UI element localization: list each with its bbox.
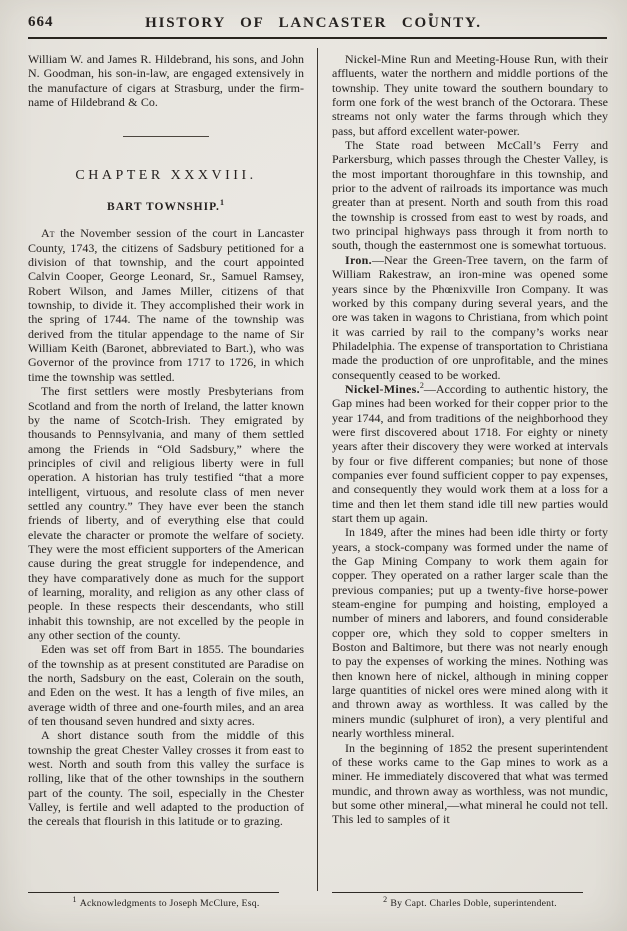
paragraph [28,226,304,384]
footnote-marker: 2 [383,894,388,904]
chapter-heading: CHAPTER XXXVIII. [75,168,257,184]
paragraph: Nickel-Mine Run and Meeting-House Run, with their affluents, water the northern and middle portions of the township. They unite toward the southern boundary to form one fork of the west branch of the Octorara. These streams not only water the farms through which they pass, but afford excellent water-power. [332,52,608,138]
footnote-rule [332,892,583,893]
section-heading-text: BART TOWNSHIP. [107,201,220,214]
paragraph: A short distance south from the middle of this township the great Chester Valley crosses it from east to west. North and south from this valley the surface is rolling, like that of the other townships in the southern part of the county. The soil, especially in the Chester Valley, is fertile and well adapted to the production of the cereals that flourish in this latitude or to grazing. [28,728,304,829]
footnote-right [332,886,608,909]
column-divider-rule [317,48,318,891]
paragraph: The first settlers were mostly Presbyterians from Scotland and from the north of Ireland, the latter known by the name of Scotch-Irish. They emigrated by thousands to Pennsylvania, and many of them settled among the Friends in “Old Sadsbury,” where the principles of civil and religious liberty were in full operation. A historian has truly testified “that a more intelligent, virtuous, and resolute class of men never settled any country.” They have ever been the stanch friends of liberty, and of everything else that could elevate the character or promote the welfare of society. They were the most efficient supporters of the American cause during the great struggle for independence, and they have comparatively done as much for the support of learning, morality, and religion as any other class of people. In these respects their descendants, who still inhabit this township, are not excelled by the people in any other section of the county. [28,384,304,642]
page-number: 664 [28,14,54,30]
footnote-marker: 2 [419,380,424,390]
page-header [0,0,627,32]
footnote-body: By Capt. Charles Doble, superintendent. [390,898,557,909]
bold-lead: Iron. [345,252,372,267]
right-column [332,52,608,909]
footnote-left [28,886,304,909]
paragraph: William W. and James R. Hildebrand, his sons, and John N. Goodman, his son-in-law, are engaged extensively in the manufacture of cigars at Strasburg, under the firm-name of Hildebrand & Co. [28,52,304,110]
paragraph: The State road between McCall’s Ferry and Parkersburg, which passes through the Chester Valley, is the most important thoroughfare in this township, and prior to the advent of railroads its importance was much greater than at present. North and south from this road the township is crossed from east to west by roads, and two principal highways pass through it from north to south, though the easternmost one is somewhat tortuous. [332,138,608,253]
section-heading [28,198,304,214]
text-columns [0,39,627,931]
footnote-body: Acknowledgments to Joseph McClure, Esq. [79,898,260,909]
paragraph: In 1849, after the mines had been idle thirty or forty years, a stock-company was formed under the name of the Gap Mining Company to work them again for copper. They operated on a rather larger scale than the previous companies; put up a twenty-five horse-power steam-engine for pumping and hoisting, employed a number of miners and laborers, and found considerable copper ore, which they sold to copper smelters in Boston and Baltimore, but there was not nearly enough to pay the expenses of working the mines. Nothing was then known here of nickel, although in mining copper large quantities of nickel ores were mined along with it and thrown away as worthless. It was called by the miners mundic (sulphuret of iron), a very plentiful and nearly worthless mineral. [332,525,608,741]
paragraph [332,382,608,525]
footnote-rule [28,892,279,893]
smallcaps-lead: At [41,226,55,241]
paragraph [332,253,608,382]
paragraph-text: the November session of the court in Lancaster County, 1743, the citizens of Sadsbury petitioned for a division of that township, and the court appointed Calvin Cooper, George Leonard, Sr., Samuel Ramsey, Robert Wilson, and James Miller, citizens of that township, to divide it. They accomplished their work in the spring of 1744. The name of the township was derived from the titular appendage to the name of Sir William Keith (Baronet, abbreviated to Bart.), who was Governor of the province from 1717 to 1726, in which time the township was settled. [28,226,304,384]
footnote-marker: 1 [72,894,77,904]
paragraph-text: —According to authentic history, the Gap mines had been worked for their copper prior to the year 1744, and from traditions of the neighborhood they were first discovered about 1718. For eighty or ninety years after their discovery they were worked at intervals by four or five different companies; but none of those companies ever found sufficient copper to pay expenses, and consequently they would work them at a loss for a time and then let them stand idle till new parties would start them up again. [332,381,608,525]
paragraph: In the beginning of 1852 the present superintendent of these works came to the Gap mines to work as a miner. He immediately discovered that what was termed mundic, and thrown away as worthless, was not mundic, but some other mineral,—what mineral he could not tell. This led to samples of it [332,740,608,827]
section-divider-rule [123,136,209,137]
footnote-text [28,894,304,909]
bold-lead: Nickel-Mines. [345,381,420,396]
footnote-marker: 1 [219,198,225,208]
left-column [28,52,304,909]
running-head: HISTORY OF LANCASTER COUNTY. [145,15,482,31]
paragraph-text: —Near the Green-Tree tavern, on the farm of William Rakestraw, an iron-mine was opened some years since by the Phœnixville Iron Company. It was worked by this company during several years, and the ore was taken in wagons to Christiana, from which point it was carried by rail to the company’s works near Philadelphia. The expense of transportation to Christiana made the production of ore unprofitable, and the mines consequently ceased to be worked. [332,252,608,382]
paragraph: Eden was set off from Bart in 1855. The boundaries of the township as at present constituted are Paradise on the north, Sadsbury on the east, Colerain on the south, and Eden on the west. It has a length of five miles, an average width of three and one-fourth miles, and an area of ten thousand seven hundred and sixty acres. [28,642,304,729]
footnote-text [332,894,608,909]
